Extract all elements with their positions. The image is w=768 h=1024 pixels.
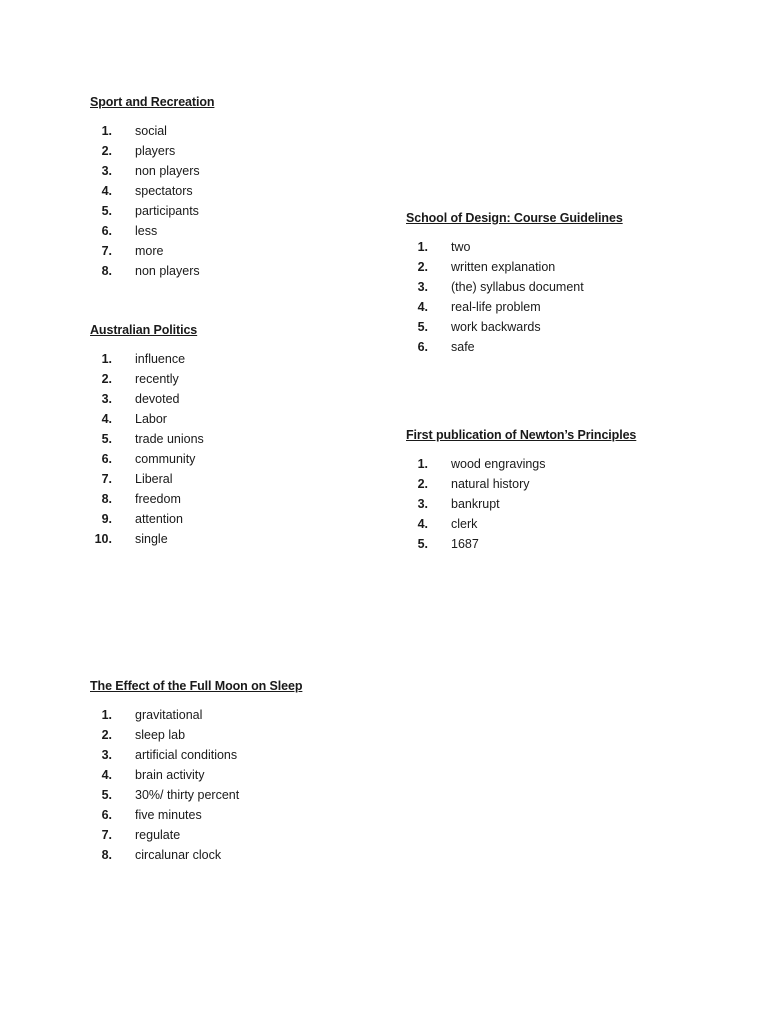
item-text: clerk [451,517,478,531]
list-item [90,261,214,281]
list-item [406,494,636,514]
list-item [90,241,214,261]
item-number: 6. [101,808,112,822]
section-sport-and-recreation [90,92,214,281]
list-item [90,221,214,241]
list-item [90,121,214,141]
answer-list [90,705,302,865]
section-title: Australian Politics [90,323,198,337]
item-text: attention [135,512,183,526]
item-number: 7. [101,472,112,486]
list-item [90,785,302,805]
item-number: 1. [417,457,428,471]
item-text: safe [451,340,475,354]
item-text: wood engravings [451,457,546,471]
list-item [90,389,204,409]
item-text: devoted [135,392,180,406]
list-item [90,765,302,785]
list-item [90,529,204,549]
item-text: regulate [135,828,181,842]
list-item [406,337,623,357]
item-number: 4. [101,768,112,782]
list-item [90,349,204,369]
item-text: influence [135,352,186,366]
list-item [406,237,623,257]
item-number: 4. [417,300,428,314]
section-title: First publication of Newton’s Principles [406,428,637,442]
list-item [90,805,302,825]
item-number: 6. [101,224,112,238]
section-title: The Effect of the Full Moon on Sleep [90,679,303,693]
list-item [406,454,636,474]
list-item [406,257,623,277]
item-text: brain activity [135,768,205,782]
section-school-of-design [406,208,623,357]
item-text: circalunar clock [135,848,222,862]
list-item [90,489,204,509]
item-number: 8. [101,264,112,278]
item-number: 3. [101,164,112,178]
item-number: 1. [101,124,112,138]
item-text: Liberal [135,472,173,486]
item-text: trade unions [135,432,204,446]
answer-list [406,237,623,357]
item-number: 1. [101,708,112,722]
answer-list [90,349,204,549]
item-text: single [135,532,168,546]
item-text: Labor [135,412,167,426]
list-item [406,277,623,297]
list-item [90,429,204,449]
section-title: Sport and Recreation [90,95,215,109]
item-number: 5. [101,204,112,218]
item-number: 2. [101,728,112,742]
item-text: more [135,244,164,258]
section-full-moon-sleep [90,676,302,865]
item-text: participants [135,204,199,218]
section-australian-politics [90,320,204,549]
item-number: 2. [101,144,112,158]
item-number: 6. [417,340,428,354]
item-text: 30%/ thirty percent [135,788,240,802]
item-number: 4. [417,517,428,531]
item-text: natural history [451,477,530,491]
item-text: 1687 [451,537,479,551]
item-number: 6. [101,452,112,466]
section-title: School of Design: Course Guidelines [406,211,623,225]
item-number: 1. [101,352,112,366]
list-item [406,514,636,534]
item-number: 3. [417,280,428,294]
item-text: freedom [135,492,181,506]
item-text: less [135,224,158,238]
list-item [90,745,302,765]
item-number: 8. [101,492,112,506]
item-text: non players [135,164,200,178]
item-number: 5. [101,788,112,802]
list-item [406,297,623,317]
item-number: 2. [417,477,428,491]
item-number: 2. [417,260,428,274]
section-newtons-principles [406,425,636,554]
item-number: 5. [417,320,428,334]
list-item [90,509,204,529]
list-item [90,201,214,221]
item-text: community [135,452,196,466]
item-text: sleep lab [135,728,186,742]
item-text: two [451,240,471,254]
item-text: non players [135,264,200,278]
list-item [90,825,302,845]
item-text: social [135,124,167,138]
item-text: bankrupt [451,497,500,511]
item-text: artificial conditions [135,748,238,762]
list-item [90,409,204,429]
item-text: real-life problem [451,300,541,314]
item-number: 7. [101,828,112,842]
item-number: 8. [101,848,112,862]
list-item [406,474,636,494]
item-text: written explanation [451,260,556,274]
list-item [90,705,302,725]
list-item [90,845,302,865]
list-item [90,725,302,745]
list-item [90,141,214,161]
list-item [406,317,623,337]
item-number: 5. [101,432,112,446]
list-item [90,469,204,489]
item-text: gravitational [135,708,203,722]
item-text: spectators [135,184,193,198]
item-text: work backwards [451,320,541,334]
answer-list [90,121,214,281]
item-number: 5. [417,537,428,551]
item-number: 3. [417,497,428,511]
item-number: 4. [101,412,112,426]
list-item [90,369,204,389]
list-item [406,534,636,554]
item-number: 2. [101,372,112,386]
item-number: 3. [101,392,112,406]
item-number: 3. [101,748,112,762]
list-item [90,449,204,469]
item-number: 4. [101,184,112,198]
item-text: five minutes [135,808,202,822]
item-number: 9. [101,512,112,526]
list-item [90,181,214,201]
item-text: players [135,144,176,158]
item-number: 1. [417,240,428,254]
list-item [90,161,214,181]
answer-list [406,454,636,554]
item-number: 10. [94,532,112,546]
item-text: recently [135,372,179,386]
item-number: 7. [101,244,112,258]
item-text: (the) syllabus document [451,280,584,294]
